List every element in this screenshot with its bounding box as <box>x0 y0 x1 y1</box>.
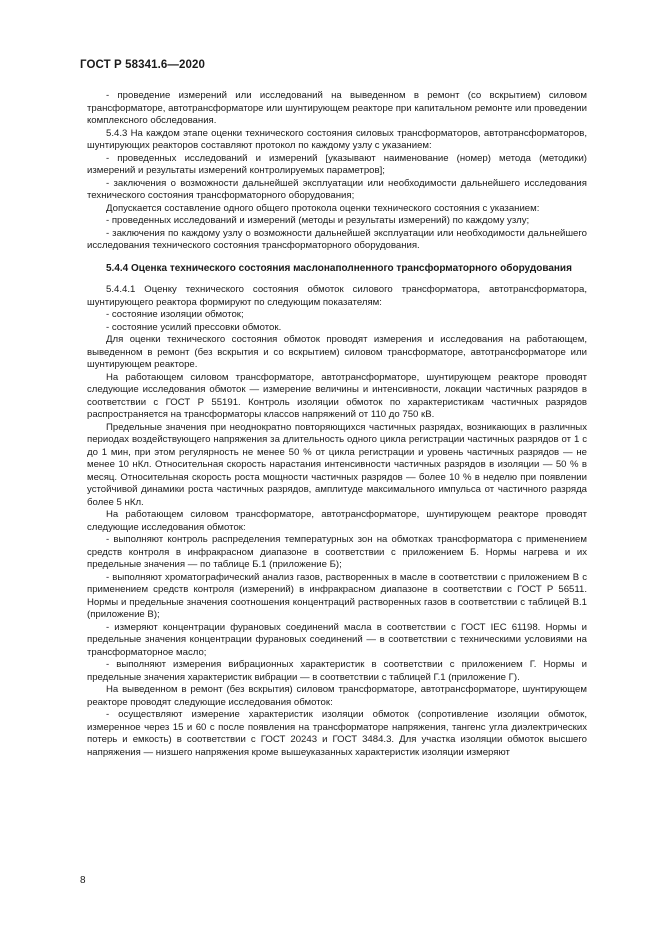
paragraph: На работающем силовом трансформаторе, автотрансформаторе, шунтирующем реакторе проводят следующие исследования обмоток: <box>87 509 587 533</box>
paragraph: - выполняют контроль распределения температурных зон на обмотках трансформатора с применением средств контроля в инфракрасном диапазоне в соответствии с приложением Б. Нормы нагрева и их предельные значения — по таблице Б.1 (приложение Б); <box>87 534 587 571</box>
document-header: ГОСТ Р 58341.6—2020 <box>80 59 205 71</box>
document-body <box>87 90 587 759</box>
paragraph: Допускается составление одного общего протокола оценки технического состояния с указанием: <box>106 202 540 214</box>
paragraph: 5.4.4.1 Оценку технического состояния обмоток силового трансформатора, автотрансформатора, шунтирующего реактора формируют по следующим показателям: <box>87 284 587 308</box>
paragraph: - выполняют хроматографический анализ газов, растворенных в масле в соответствии с приложением В с применением средств контроля (измерений) в инфракрасном диапазоне в соответствии с ГОСТ Р 56511. Нормы и предельные значения соотношения концентраций растворенных газов в соответствии с таблицей В.1 (приложение В); <box>87 571 587 621</box>
paragraph: - проведенных исследований и измерений (методы и результаты измерений) по каждому узлу; <box>106 215 530 226</box>
paragraph: На работающем силовом трансформаторе, автотрансформаторе, шунтирующем реакторе проводят следующие исследования обмоток — измерение величины и интенсивности, локации частичных разрядов в соответствии с ГОСТ Р 55191. Контроль изоляции обмоток по характеристикам частичных разрядов распространяется на трансформаторы классов напряжений от 110 до 750 кВ. <box>87 371 587 421</box>
section-heading: 5.4.4 Оценка технического состояния маслонаполненного трансформаторного оборудования <box>106 262 572 274</box>
paragraph: 5.4.3 На каждом этапе оценки технического состояния силовых трансформаторов, автотрансформаторов, шунтирующих реакторов составляют протокол по каждому узлу с указанием: <box>87 127 587 151</box>
paragraph: - заключения по каждому узлу о возможности дальнейшей эксплуатации или необходимости дальнейшего исследования технического состояния трансформаторного оборудования. <box>87 227 587 251</box>
paragraph: Для оценки технического состояния обмоток проводят измерения и исследования на работающем, выведенном в ремонт (без вскрытия и со вскрытием) силовом трансформаторе, автотрансформаторе или шунтирующем реакторе. <box>87 334 587 371</box>
paragraph: - проведение измерений или исследований на выведенном в ремонт (со вскрытием) силовом трансформаторе, автотрансформаторе или шунтирующем реакторе при капитальном ремонте или проведении комплексного обследования. <box>87 90 587 126</box>
paragraph: - осуществляют измерение характеристик изоляции обмоток (сопротивление изоляции обмоток, измеренное через 15 и 60 с после появления на трансформаторе напряжения, тангенс угла диэлектрических потерь и емкость) в соответствии с ГОСТ 20243 и ГОСТ 3484.3. Для участка изоляции обмоток высшего напряжения — низшего напряжения кроме вышеуказанных характеристик изоляции измеряют <box>87 709 587 758</box>
page-number: 8 <box>80 875 86 886</box>
paragraph: Предельные значения при неоднократно повторяющихся частичных разрядах, возникающих в различных периодах воздействующего напряжения за длительность одного цикла регистрации частичных разрядов от 1 с до 1 мин, при этом регулярность не менее 50 % от цикла регистрации и уровень частичных разрядов — не менее 10 нКл. Относительная скорость нарастания интенсивности частичных разрядов в изоляции — 50 % в месяц. Относительная скорость роста мощности частичных разрядов — более 10 % в неделю при появлении устойчивой динамики роста частичных разрядов, амплитуде максимального импульса от частичного разряда более 5 нКл. <box>87 421 587 508</box>
paragraph: На выведенном в ремонт (без вскрытия) силовом трансформаторе, автотрансформаторе, шунтирующем реакторе проводят следующие исследования обмоток: <box>87 684 587 708</box>
paragraph: - измеряют концентрации фурановых соединений масла в соответствии с ГОСТ IEC 61198. Нормы и предельные значения концентрации фурановых соединений — в соответствии с техническими условиями на трансформаторное масло; <box>87 621 587 658</box>
paragraph: - состояние изоляции обмоток; <box>106 309 244 321</box>
paragraph: - состояние усилий прессовки обмоток. <box>106 321 282 333</box>
paragraph: - выполняют измерения вибрационных характеристик в соответствии с приложением Г. Нормы и предельные значения характеристик вибрации — в соответствии с таблицей Г.1 (приложение Г). <box>87 659 587 683</box>
paragraph: - проведенных исследований и измерений [указывают наименование (номер) метода (методики) измерений и результаты измерений контролируемых параметров]; <box>87 152 587 176</box>
paragraph: - заключения о возможности дальнейшей эксплуатации или необходимости дальнейшего исследования технического состояния трансформаторного оборудования; <box>87 177 587 201</box>
